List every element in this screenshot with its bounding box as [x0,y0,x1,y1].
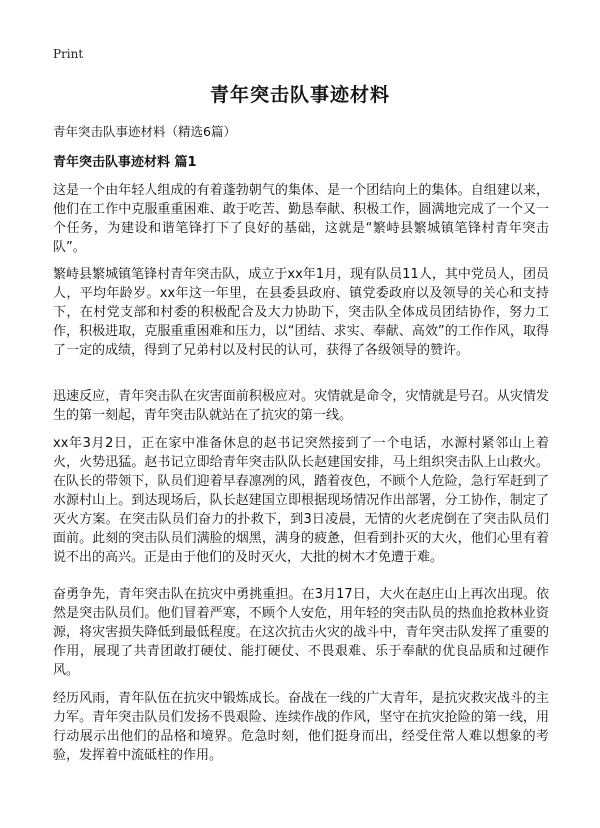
print-link[interactable]: Print [53,47,84,61]
body-paragraph: 繁峙县繁城镇笔锋村青年突击队，成立于xx年1月，现有队员11人，其中党员人，团员人，平均年龄岁。xx年这一年里，在县委县政府、镇党委政府以及领导的关心和支持下，在村党支部和村委的积极配合及大力协助下，突击队全体成员团结协作，努力工作，积极进取，克服重重困难和压力，以“团结、求实、奉献、高效”的工作作风，取得了一定的成绩，得到了兄弟村以及村民的认可，获得了各级领导的赞许。 [53,267,549,358]
section-heading: 青年突击队事迹材料 篇1 [53,155,197,170]
body-paragraph: xx年3月2日，正在家中准备休息的赵书记突然接到了一个电话，水源村紧邻山上着火，火势迅猛。赵书记立即给青年突击队队长赵建国安排，马上组织突击队上山救火。在队长的带领下，队员们迎着早春凛冽的风，踏着夜色，不顾个人危险，急行军赶到了水源村山上。到达现场后，队长赵建国立即根据现场情况作出部署，分工协作，制定了灭火方案。在突击队员们奋力的扑救下，到3日凌晨，无情的火老虎倒在了突击队员们面前。此刻的突击队员们满脸的烟黑，满身的疲惫，但看到扑灭的大火，他们心里有着说不出的高兴。正是由于他们的及时灭火，大批的树木才免遭于难。 [53,436,549,565]
document-title: 青年突击队事迹材料 [209,84,390,106]
body-paragraph: 这是一个由年轻人组成的有着蓬勃朝气的集体、是一个团结向上的集体。自组建以来，他们在工作中克服重重困难、敢于吃苦、勤恳奉献、积极工作，圆满地完成了一个又一个任务，为建设和谐笔锋打下了良好的基础，这就是“繁峙县繁城镇笔锋村青年突击队”。 [53,183,549,255]
body-paragraph: 奋勇争先，青年突击队在抗灾中勇挑重担。在3月17日，大火在赵庄山上再次出现。依然是突击队员们。他们冒着严寒，不顾个人安危，用年轻的突击队员的热血抢救林业资源，将灾害损失降低到最低程度。在这次抗击火灾的战斗中，青年突击队发挥了重要的作用，展现了共青团敢打硬仗、能打硬仗、不畏艰难、乐于奉献的优良品质和过硬作风。 [53,587,549,678]
body-paragraph: 迅速反应，青年突击队在灾害面前积极应对。灾情就是命令，灾情就是号召。从灾情发生的第一刻起，青年突击队就站在了抗灾的第一线。 [53,389,549,423]
body-paragraph: 经历风雨，青年队伍在抗灾中锻炼成长。奋战在一线的广大青年，是抗灾救灾战斗的主力军。青年突击队员们发扬不畏艰险、连续作战的作风，坚守在抗灾抢险的第一线，用行动展示出他们的品格和境界。危急时刻，他们挺身而出，经受住常人难以想象的考验，发挥着中流砥柱的作用。 [53,691,549,763]
document-subtitle: 青年突击队事迹材料（精选6篇） [53,124,236,139]
